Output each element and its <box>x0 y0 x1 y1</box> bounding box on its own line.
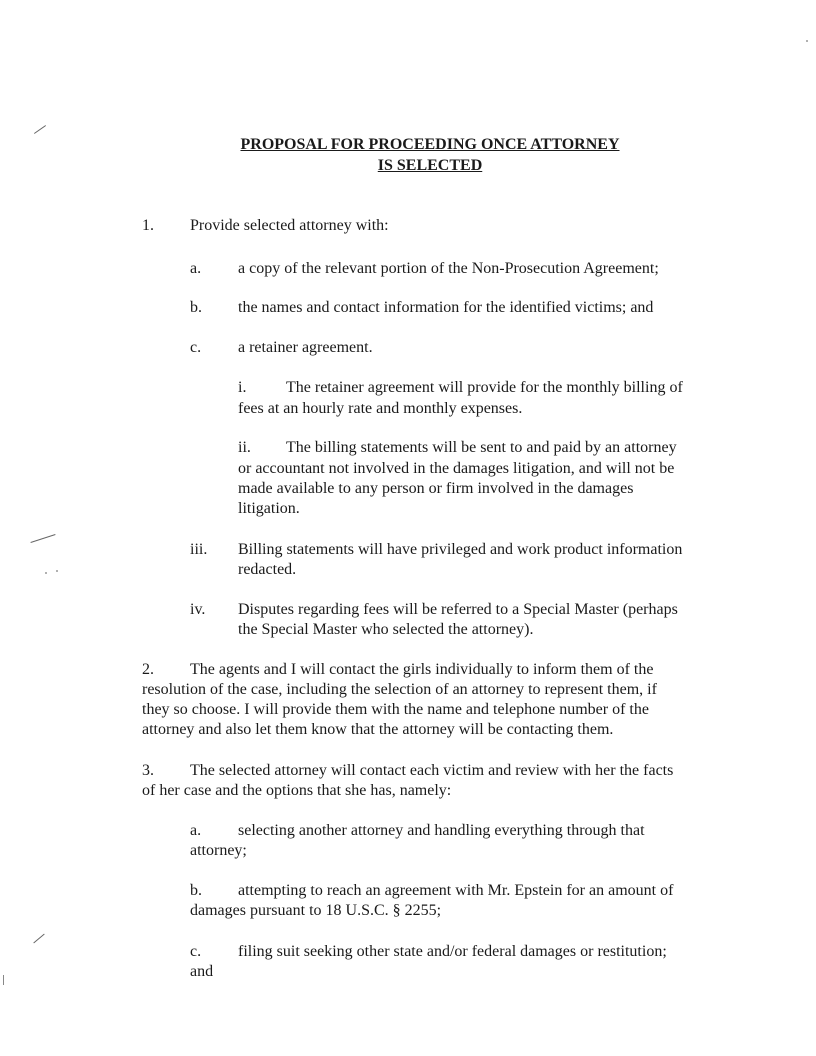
item-1a-text: a copy of the relevant portion of the Non-Prosecution Agreement; <box>238 260 659 277</box>
subitem-iv-line-1: Disputes regarding fees will be referred to a Special Master (perhaps <box>238 601 678 618</box>
item-1b-label: b. <box>190 299 202 316</box>
subitem-ii-line-4: litigation. <box>238 500 300 517</box>
subitem-i-label: i. <box>238 379 247 396</box>
section-2-line-2: resolution of the case, including the selection of an attorney to represent them, if <box>142 681 657 698</box>
item-3c-line-2: and <box>190 963 214 980</box>
subitem-ii-line-2: or accountant not involved in the damages litigation, and will not be <box>238 460 675 477</box>
subitem-ii-line-1: The billing statements will be sent to and paid by an attorney <box>286 439 677 456</box>
scan-mark <box>33 934 44 944</box>
section-2-line-4: attorney and also let them know that the attorney will be contacting them. <box>142 721 614 738</box>
section-3-line-1: The selected attorney will contact each victim and review with her the facts <box>190 762 674 779</box>
subitem-ii-line-3: made available to any person or firm involved in the damages <box>238 480 634 497</box>
subitem-i-line-2: fees at an hourly rate and monthly expenses. <box>238 400 523 417</box>
section-2-line-3: they so choose. I will provide them with the name and telephone number of the <box>142 701 649 718</box>
section-2-number: 2. <box>142 661 154 678</box>
item-1b-text: the names and contact information for the identified victims; and <box>238 299 654 316</box>
scan-edge-line <box>3 975 4 985</box>
scan-mark <box>30 534 55 543</box>
section-3-line-2: of her case and the options that she has, namely: <box>142 782 452 799</box>
item-3b-label: b. <box>190 882 202 899</box>
scan-speck <box>45 572 47 574</box>
item-1c-text: a retainer agreement. <box>238 339 373 356</box>
subitem-iii-label: iii. <box>190 541 208 558</box>
subitem-ii-label: ii. <box>238 439 251 456</box>
subitem-i-line-1: The retainer agreement will provide for the monthly billing of <box>286 379 683 396</box>
subitem-iii-line-1: Billing statements will have privileged and work product information <box>238 541 683 558</box>
section-1-number: 1. <box>142 217 154 234</box>
item-3c-line-1: filing suit seeking other state and/or federal damages or restitution; <box>238 943 667 960</box>
item-3a-line-2: attorney; <box>190 842 247 859</box>
section-3-number: 3. <box>142 762 154 779</box>
scan-speck <box>806 40 808 42</box>
item-1a-label: a. <box>190 260 202 277</box>
item-3b-line-2: damages pursuant to 18 U.S.C. § 2255; <box>190 902 442 919</box>
subitem-iv-label: iv. <box>190 601 206 618</box>
document-title-line-2: IS SELECTED <box>377 157 483 174</box>
section-1-text: Provide selected attorney with: <box>190 217 389 234</box>
item-3b-line-1: attempting to reach an agreement with Mr. Epstein for an amount of <box>238 882 674 899</box>
document-title-line-1: PROPOSAL FOR PROCEEDING ONCE ATTORNEY <box>240 136 620 153</box>
subitem-iv-line-2: the Special Master who selected the attorney). <box>238 621 534 638</box>
scan-speck <box>56 570 58 572</box>
item-1c-label: c. <box>190 339 202 356</box>
item-3a-label: a. <box>190 822 202 839</box>
item-3c-label: c. <box>190 943 202 960</box>
subitem-iii-line-2: redacted. <box>238 561 297 578</box>
item-3a-line-1: selecting another attorney and handling everything through that <box>238 822 645 839</box>
scan-mark <box>34 125 46 134</box>
section-2-line-1: The agents and I will contact the girls individually to inform them of the <box>190 661 654 678</box>
